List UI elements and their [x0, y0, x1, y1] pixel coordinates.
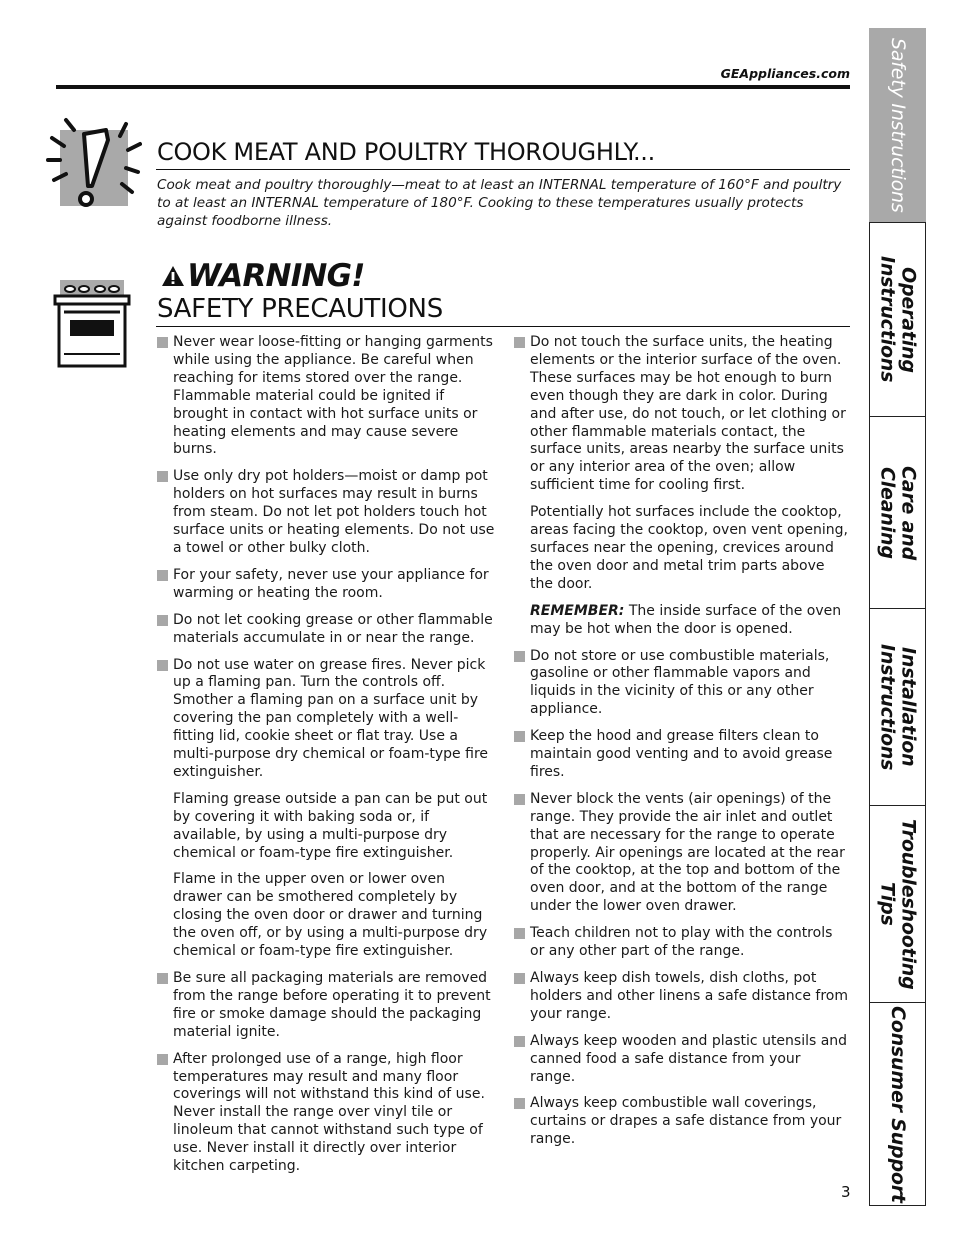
bullet-square-icon: [157, 471, 168, 482]
tab-label: Troubleshooting Tips: [876, 818, 920, 990]
list-item: [514, 728, 848, 782]
remember-text: The inside surface of the oven may be hot when the door is opened.: [530, 602, 842, 637]
list-item: [157, 612, 497, 648]
list-item: [157, 468, 497, 558]
bullet-square-icon: [157, 1054, 168, 1065]
remember-label: REMEMBER:: [530, 602, 625, 619]
list-item: [157, 970, 497, 1042]
bullet-square-icon: [157, 337, 168, 348]
tab-operating-instructions[interactable]: [869, 222, 926, 416]
list-item-text: Always keep wooden and plastic utensils and canned food a safe distance from your range.: [530, 1032, 848, 1085]
alert-exclamation-icon: [46, 116, 142, 212]
list-item-text: After prolonged use of a range, high floor temperatures may result and many floor coverings will not withstand this kind of use. Never install the range over vinyl tile or linoleum that cannot withstand such type of use. Never install it directly over interior kitchen carpeting.: [173, 1050, 485, 1175]
list-item-text: For your safety, never use your appliance for warming or heating the room.: [173, 566, 489, 601]
left-column: [157, 334, 497, 1185]
list-item-text: Never block the vents (air openings) of the range. They provide the air inlet and outlet that are necessary for the range to operate properly. Air openings are located at the rear of the cooktop, at the top and bottom of the oven door, and at the bottom of the range under the lower oven drawer.: [530, 790, 845, 915]
list-item: [157, 1051, 497, 1176]
list-item-text: Do not let cooking grease or other flammable materials accumulate in or near the range.: [173, 611, 493, 646]
bullet-square-icon: [157, 660, 168, 671]
tab-installation-instructions[interactable]: [869, 608, 926, 805]
tab-care-and-cleaning[interactable]: [869, 416, 926, 608]
tab-safety-instructions[interactable]: [869, 28, 926, 222]
tab-consumer-support[interactable]: [869, 1002, 926, 1206]
right-column: [514, 334, 848, 1158]
warning-triangle-icon: [161, 264, 185, 288]
bullet-square-icon: [157, 615, 168, 626]
tab-label: Installation Instructions: [876, 643, 920, 771]
remember-note: [530, 603, 848, 639]
warning-title: WARNING!: [187, 258, 365, 294]
list-item: [514, 925, 848, 961]
bullet-square-icon: [157, 570, 168, 581]
bullet-square-icon: [514, 973, 525, 984]
bullet-square-icon: [514, 928, 525, 939]
page-number: 3: [841, 1183, 851, 1201]
list-item-paragraph: Flaming grease outside a pan can be put out by covering it with baking soda or, if available, by using a multi-purpose dry chemical or foam-type fire extinguisher.: [173, 790, 488, 861]
list-item-text: Do not store or use combustible materials, gasoline or other flammable vapors and liquids in the vicinity of this or any other appliance.: [530, 647, 830, 718]
list-item-paragraph: Flame in the upper oven or lower oven drawer can be smothered completely by closing the oven door or drawer and turning the oven off, or by using a multi-purpose dry chemical or foam-type fire extinguisher.: [173, 871, 488, 960]
list-item: [157, 334, 497, 459]
list-item-text: Be sure all packaging materials are removed from the range before operating it to prevent fire or smoke damage should the packaging material ignite.: [173, 970, 491, 1040]
tab-label: Operating Instructions: [876, 256, 920, 383]
list-item-text: Never wear loose-fitting or hanging garments while using the appliance. Be careful when reaching for items stored over the range. Flammable material could be ignited if brought in contact with hot surface units or heating elements and may cause severe burns.: [173, 334, 493, 458]
bullet-square-icon: [514, 794, 525, 805]
list-item-text: Do not use water on grease fires. Never pick up a flaming pan. Turn the controls off. Smother a flaming pan on a surface unit by covering the pan completely with a well-fitting lid, cookie sheet or flat tray. Use a multi-purpose dry chemical or foam-type fire extinguisher.: [173, 656, 488, 780]
bullet-square-icon: [514, 1036, 525, 1047]
list-item: [157, 567, 497, 603]
list-item: [514, 970, 848, 1024]
list-item-text: Always keep combustible wall coverings, curtains or drapes a safe distance from your range.: [530, 1095, 842, 1148]
site-url: GEAppliances.com: [720, 66, 850, 81]
list-item: [514, 648, 848, 720]
tab-label: Consumer Support: [887, 1005, 909, 1203]
tab-troubleshooting-tips[interactable]: [869, 805, 926, 1002]
list-item: [514, 334, 848, 639]
warning-heading: [161, 258, 365, 294]
tab-label: Care and Cleaning: [876, 465, 920, 560]
cook-meat-text: Cook meat and poultry thoroughly—meat to at least an INTERNAL temperature of 160°F and poultry to at least an INTERNAL temperature of 180°F. Cooking to these temperatures usually protects against foodborne illness.: [157, 177, 842, 229]
bullet-square-icon: [157, 973, 168, 984]
safety-precautions-rule: [156, 326, 850, 327]
bullet-square-icon: [514, 651, 525, 662]
list-item-text: Teach children not to play with the controls or any other part of the range.: [530, 925, 833, 960]
section-tabs: [869, 28, 926, 1206]
list-item: [514, 1095, 848, 1149]
tab-label: Safety Instructions: [887, 38, 909, 213]
list-item: [157, 657, 497, 962]
safety-precautions-title: SAFETY PRECAUTIONS: [157, 294, 443, 324]
range-appliance-icon: [52, 278, 132, 370]
cook-meat-rule: [156, 169, 850, 170]
list-item-text: Always keep dish towels, dish cloths, pot holders and other linens a safe distance from your range.: [530, 970, 848, 1022]
header-rule: [56, 85, 850, 89]
list-item-text: Keep the hood and grease filters clean to maintain good venting and to avoid grease fires.: [530, 728, 833, 780]
list-item: [514, 1033, 848, 1087]
list-item-paragraph: Potentially hot surfaces include the cooktop, areas facing the cooktop, oven vent opening, surfaces near the opening, crevices around the oven door and metal trim parts above the door.: [530, 504, 849, 592]
bullet-square-icon: [514, 731, 525, 742]
cook-meat-title: COOK MEAT AND POULTRY THOROUGHLY...: [157, 138, 655, 166]
list-item-text: Use only dry pot holders—moist or damp pot holders on hot surfaces may result in burns from steam. Do not let pot holders touch hot surface units or heating elements. Do not use a towel or other bulky cloth.: [173, 468, 495, 556]
bullet-square-icon: [514, 337, 525, 348]
list-item: [514, 791, 848, 916]
bullet-square-icon: [514, 1098, 525, 1109]
list-item-text: Do not touch the surface units, the heating elements or the interior surface of the oven. These surfaces may be hot enough to burn even though they are dark in color. During and after use, do not touch, or let clothing or other flammable materials contact, the surface units, areas nearby the surface units or any interior area of the oven; allow sufficient time for cooling first.: [530, 334, 846, 494]
